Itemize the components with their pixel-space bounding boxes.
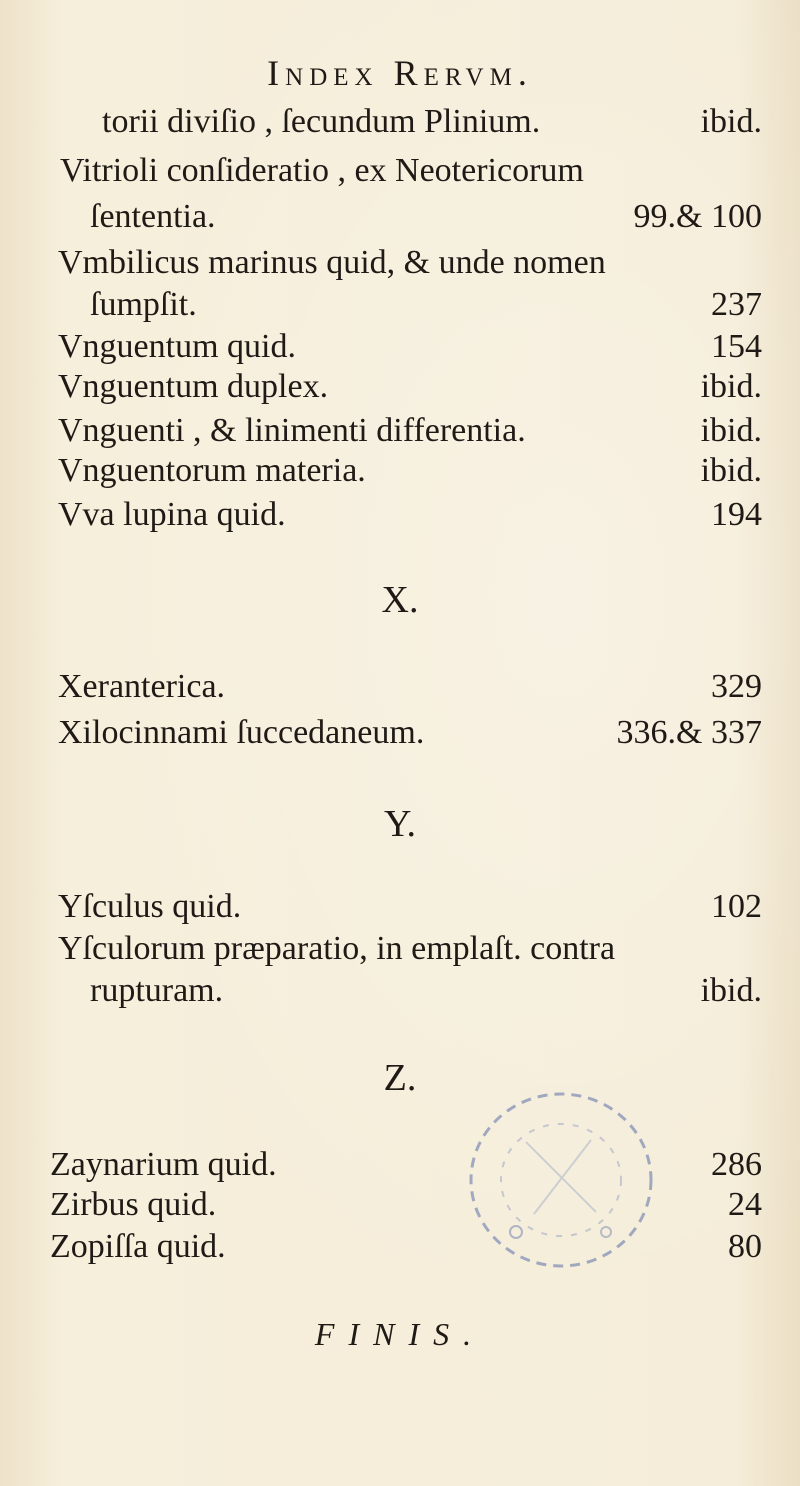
- entry-text: ſumpſit.: [90, 286, 197, 323]
- finis-footer: FINIS.: [314, 1316, 486, 1352]
- entry-page-ref: 237: [711, 286, 762, 323]
- index-entry: [0, 708, 800, 758]
- entry-text: Vnguentum duplex.: [58, 368, 329, 405]
- entry-page-ref: ibid.: [700, 412, 762, 449]
- entry-page-ref: 24: [728, 1186, 762, 1223]
- entry-page-ref: 102: [711, 888, 762, 925]
- entry-text: Xilocinnami ſuccedaneum.: [58, 714, 425, 751]
- entry-text: Vnguentum quid.: [58, 328, 296, 365]
- entry-page-ref: 194: [711, 496, 762, 533]
- entry-page-ref: ibid.: [700, 452, 762, 489]
- entry-text: ſententia.: [90, 198, 216, 235]
- index-entry: [0, 446, 800, 496]
- index-entry: [0, 146, 800, 196]
- entry-text: Zopiſſa quid.: [50, 1228, 226, 1265]
- index-entry: [0, 1222, 800, 1272]
- entry-text: Xeranterica.: [58, 668, 226, 705]
- entry-text: rupturam.: [90, 972, 224, 1009]
- section-heading-x: X.: [381, 579, 419, 621]
- entry-text: Vitrioli conſideratio , ex Neotericorum: [60, 152, 584, 189]
- entry-text: torii diviſio , ſecundum Plinium.: [102, 103, 541, 140]
- entry-text: Yſculus quid.: [58, 888, 242, 925]
- entry-text: Vnguentorum materia.: [58, 452, 366, 489]
- entry-page-ref: 154: [711, 328, 762, 365]
- index-entry: [0, 97, 800, 147]
- entry-text: Vva lupina quid.: [58, 496, 286, 533]
- running-header: Index Rervm.: [267, 53, 533, 93]
- entry-text: Zirbus quid.: [50, 1186, 217, 1223]
- section-heading-y: Y.: [383, 803, 417, 845]
- entry-page-ref: 80: [728, 1228, 762, 1265]
- entry-text: Vmbilicus marinus quid, & unde nomen: [58, 244, 606, 281]
- entry-page-ref: 336.& 337: [616, 714, 762, 751]
- entry-text: Yſculorum præparatio, in emplaſt. contra: [58, 930, 616, 967]
- entry-page-ref: 99.& 100: [633, 198, 762, 235]
- entry-page-ref: ibid.: [700, 972, 762, 1009]
- section-heading-z: Z.: [383, 1057, 417, 1099]
- entry-page-ref: 329: [711, 668, 762, 705]
- index-entry-continuation: [0, 192, 800, 242]
- index-entry: [0, 362, 800, 412]
- index-entry: [0, 662, 800, 712]
- entry-text: Vnguenti , & linimenti differentia.: [58, 412, 526, 449]
- entry-text: Zaynarium quid.: [50, 1146, 277, 1183]
- library-stamp-icon: [456, 1082, 666, 1278]
- index-entry: [0, 490, 800, 540]
- entry-page-ref: ibid.: [700, 103, 762, 140]
- entry-page-ref: 286: [711, 1146, 762, 1183]
- entry-page-ref: ibid.: [700, 368, 762, 405]
- index-entry-continuation: [0, 966, 800, 1016]
